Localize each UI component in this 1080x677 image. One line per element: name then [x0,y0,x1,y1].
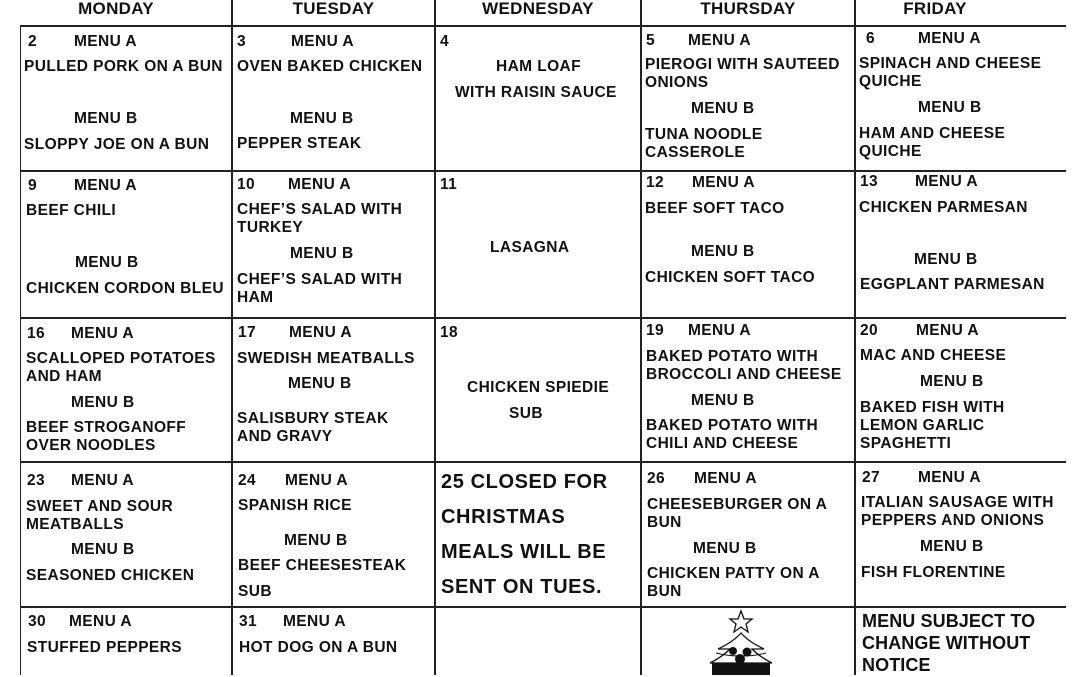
menu-item: MAC AND CHEESE [860,347,1007,364]
menu-item: TUNA NOODLE [645,126,763,143]
menu-b-label: MENU B [691,392,755,409]
day-number: 4 [440,33,450,50]
menu-a-label: MENU A [74,177,137,194]
grid-line [20,317,1066,319]
menu-item: BAKED FISH WITH [860,399,1005,416]
menu-item: SUB [238,583,272,600]
menu-item: BROCCOLI AND CHEESE [646,366,842,383]
menu-item: PEPPERS AND ONIONS [861,512,1045,529]
menu-b-label: MENU B [693,540,757,557]
grid-line [854,0,856,675]
menu-a-label: MENU A [74,33,137,50]
day-number: 20 [860,322,879,339]
menu-item: ONIONS [645,74,709,91]
header-tuesday: TUESDAY [292,0,375,18]
menu-item: SLOPPY JOE ON A BUN [24,136,210,153]
menu-item: LEMON GARLIC [860,417,985,434]
header-friday: FRIDAY [903,0,967,18]
menu-a-label: MENU A [288,176,351,193]
grid-line [20,26,21,675]
menu-item: BUN [647,514,682,531]
grid-line [20,25,1066,27]
menu-item: SCALLOPED POTATOES [26,350,216,367]
menu-item: CHICKEN SOFT TACO [645,269,816,286]
day-number: 27 [862,469,881,486]
menu-notice: CHANGE WITHOUT [862,633,1031,653]
menu-item: CHEF’S SALAD WITH [237,201,403,218]
day-number: 26 [647,470,666,487]
menu-item: LASAGNA [490,239,570,256]
menu-item: HAM [237,289,274,306]
menu-item: AND GRAVY [237,428,333,445]
menu-item: CHICKEN CORDON BLEU [26,280,224,297]
menu-item: OVER NOODLES [26,437,156,454]
menu-b-label: MENU B [920,373,984,390]
menu-item: SPINACH AND CHEESE [859,55,1042,72]
menu-item: QUICHE [859,143,922,160]
grid-line [20,170,1066,172]
day-number: 6 [866,30,876,47]
menu-item: SUB [509,405,543,422]
grid-line [434,0,436,675]
menu-a-label: MENU A [291,33,354,50]
menu-notice: NOTICE [862,655,931,675]
menu-a-label: MENU A [283,613,346,630]
menu-a-label: MENU A [688,322,751,339]
menu-b-label: MENU B [691,100,755,117]
menu-item: EGGPLANT PARMESAN [860,276,1045,293]
closed-notice: 25 CLOSED FOR [441,471,608,493]
menu-item: HOT DOG ON A BUN [239,639,398,656]
day-number: 23 [27,472,46,489]
menu-a-label: MENU A [918,469,981,486]
menu-b-label: MENU B [288,375,352,392]
menu-item: BEEF CHEESESTEAK [238,557,407,574]
menu-b-label: MENU B [914,251,978,268]
menu-item: SEASONED CHICKEN [26,567,195,584]
menu-a-label: MENU A [289,324,352,341]
menu-a-label: MENU A [918,30,981,47]
menu-b-label: MENU B [290,245,354,262]
menu-item: OVEN BAKED CHICKEN [237,58,423,75]
menu-item: QUICHE [859,73,922,90]
menu-a-label: MENU A [692,174,755,191]
menu-a-label: MENU A [915,173,978,190]
menu-a-label: MENU A [694,470,757,487]
menu-b-label: MENU B [74,110,138,127]
day-number: 19 [646,322,665,339]
menu-item: BAKED POTATO WITH [646,417,819,434]
day-number: 31 [239,613,258,630]
menu-item: CHEESEBURGER ON A [647,496,828,513]
day-number: 17 [238,324,257,341]
menu-item: SPANISH RICE [238,497,352,514]
menu-item: BAKED POTATO WITH [646,348,819,365]
menu-item: STUFFED PEPPERS [27,639,182,656]
menu-item: HAM LOAF [496,58,581,75]
closed-notice: MEALS WILL BE [441,541,607,563]
menu-a-label: MENU A [285,472,348,489]
day-number: 9 [28,177,38,194]
menu-item: SPAGHETTI [860,435,952,452]
closed-notice: CHRISTMAS [441,506,566,528]
header-thursday: THURSDAY [700,0,796,18]
menu-a-label: MENU A [916,322,979,339]
menu-b-label: MENU B [920,538,984,555]
day-number: 11 [440,176,458,193]
menu-item: CHICKEN SPIEDIE [467,379,610,396]
day-number: 18 [440,324,459,341]
menu-item: FISH FLORENTINE [861,564,1006,581]
menu-item: CASSEROLE [645,144,746,161]
menu-item: WITH RAISIN SAUCE [455,84,617,101]
menu-notice: MENU SUBJECT TO [862,611,1036,631]
menu-item: ITALIAN SAUSAGE WITH [861,494,1054,511]
menu-b-label: MENU B [918,99,982,116]
day-number: 13 [860,173,879,190]
menu-item: SALISBURY STEAK [237,410,389,427]
closed-notice: SENT ON TUES. [441,576,603,598]
menu-item: CHILI AND CHEESE [646,435,799,452]
header-monday: MONDAY [78,0,154,18]
menu-item: CHICKEN PATTY ON A [647,565,820,582]
menu-item: BEEF CHILI [26,202,117,219]
menu-item: CHEF’S SALAD WITH [237,271,403,288]
menu-item: TURKEY [237,219,304,236]
menu-item: PIEROGI WITH SAUTEED [645,56,840,73]
grid-line [20,461,1066,463]
header-wednesday: WEDNESDAY [482,0,594,18]
menu-a-label: MENU A [71,472,134,489]
grid-line [231,0,233,675]
grid-line [20,606,1066,608]
menu-b-label: MENU B [691,243,755,260]
day-number: 3 [237,33,247,50]
menu-item: BEEF SOFT TACO [645,200,785,217]
grid-line [640,0,642,675]
menu-b-label: MENU B [71,541,135,558]
day-number: 5 [646,32,656,49]
menu-item: SWEET AND SOUR [26,498,174,515]
menu-b-label: MENU B [71,394,135,411]
menu-b-label: MENU B [75,254,139,271]
day-number: 2 [28,33,38,50]
menu-item: PEPPER STEAK [237,135,362,152]
menu-item: SWEDISH MEATBALLS [237,350,415,367]
menu-b-label: MENU B [290,110,354,127]
menu-item: MEATBALLS [26,516,125,533]
menu-item: BEEF STROGANOFF [26,419,187,436]
menu-item: CHICKEN PARMESAN [859,199,1028,216]
day-number: 30 [28,613,47,630]
menu-item: HAM AND CHEESE [859,125,1006,142]
day-number: 12 [646,174,665,191]
menu-a-label: MENU A [688,32,751,49]
menu-item: BUN [647,583,682,600]
day-number: 16 [27,325,46,342]
menu-item: PULLED PORK ON A BUN [24,58,223,75]
menu-a-label: MENU A [71,325,134,342]
menu-a-label: MENU A [69,613,132,630]
menu-item: AND HAM [26,368,102,385]
day-number: 24 [238,472,257,489]
day-number: 10 [237,176,256,193]
christmas-tree-icon [706,609,776,675]
menu-b-label: MENU B [284,532,348,549]
